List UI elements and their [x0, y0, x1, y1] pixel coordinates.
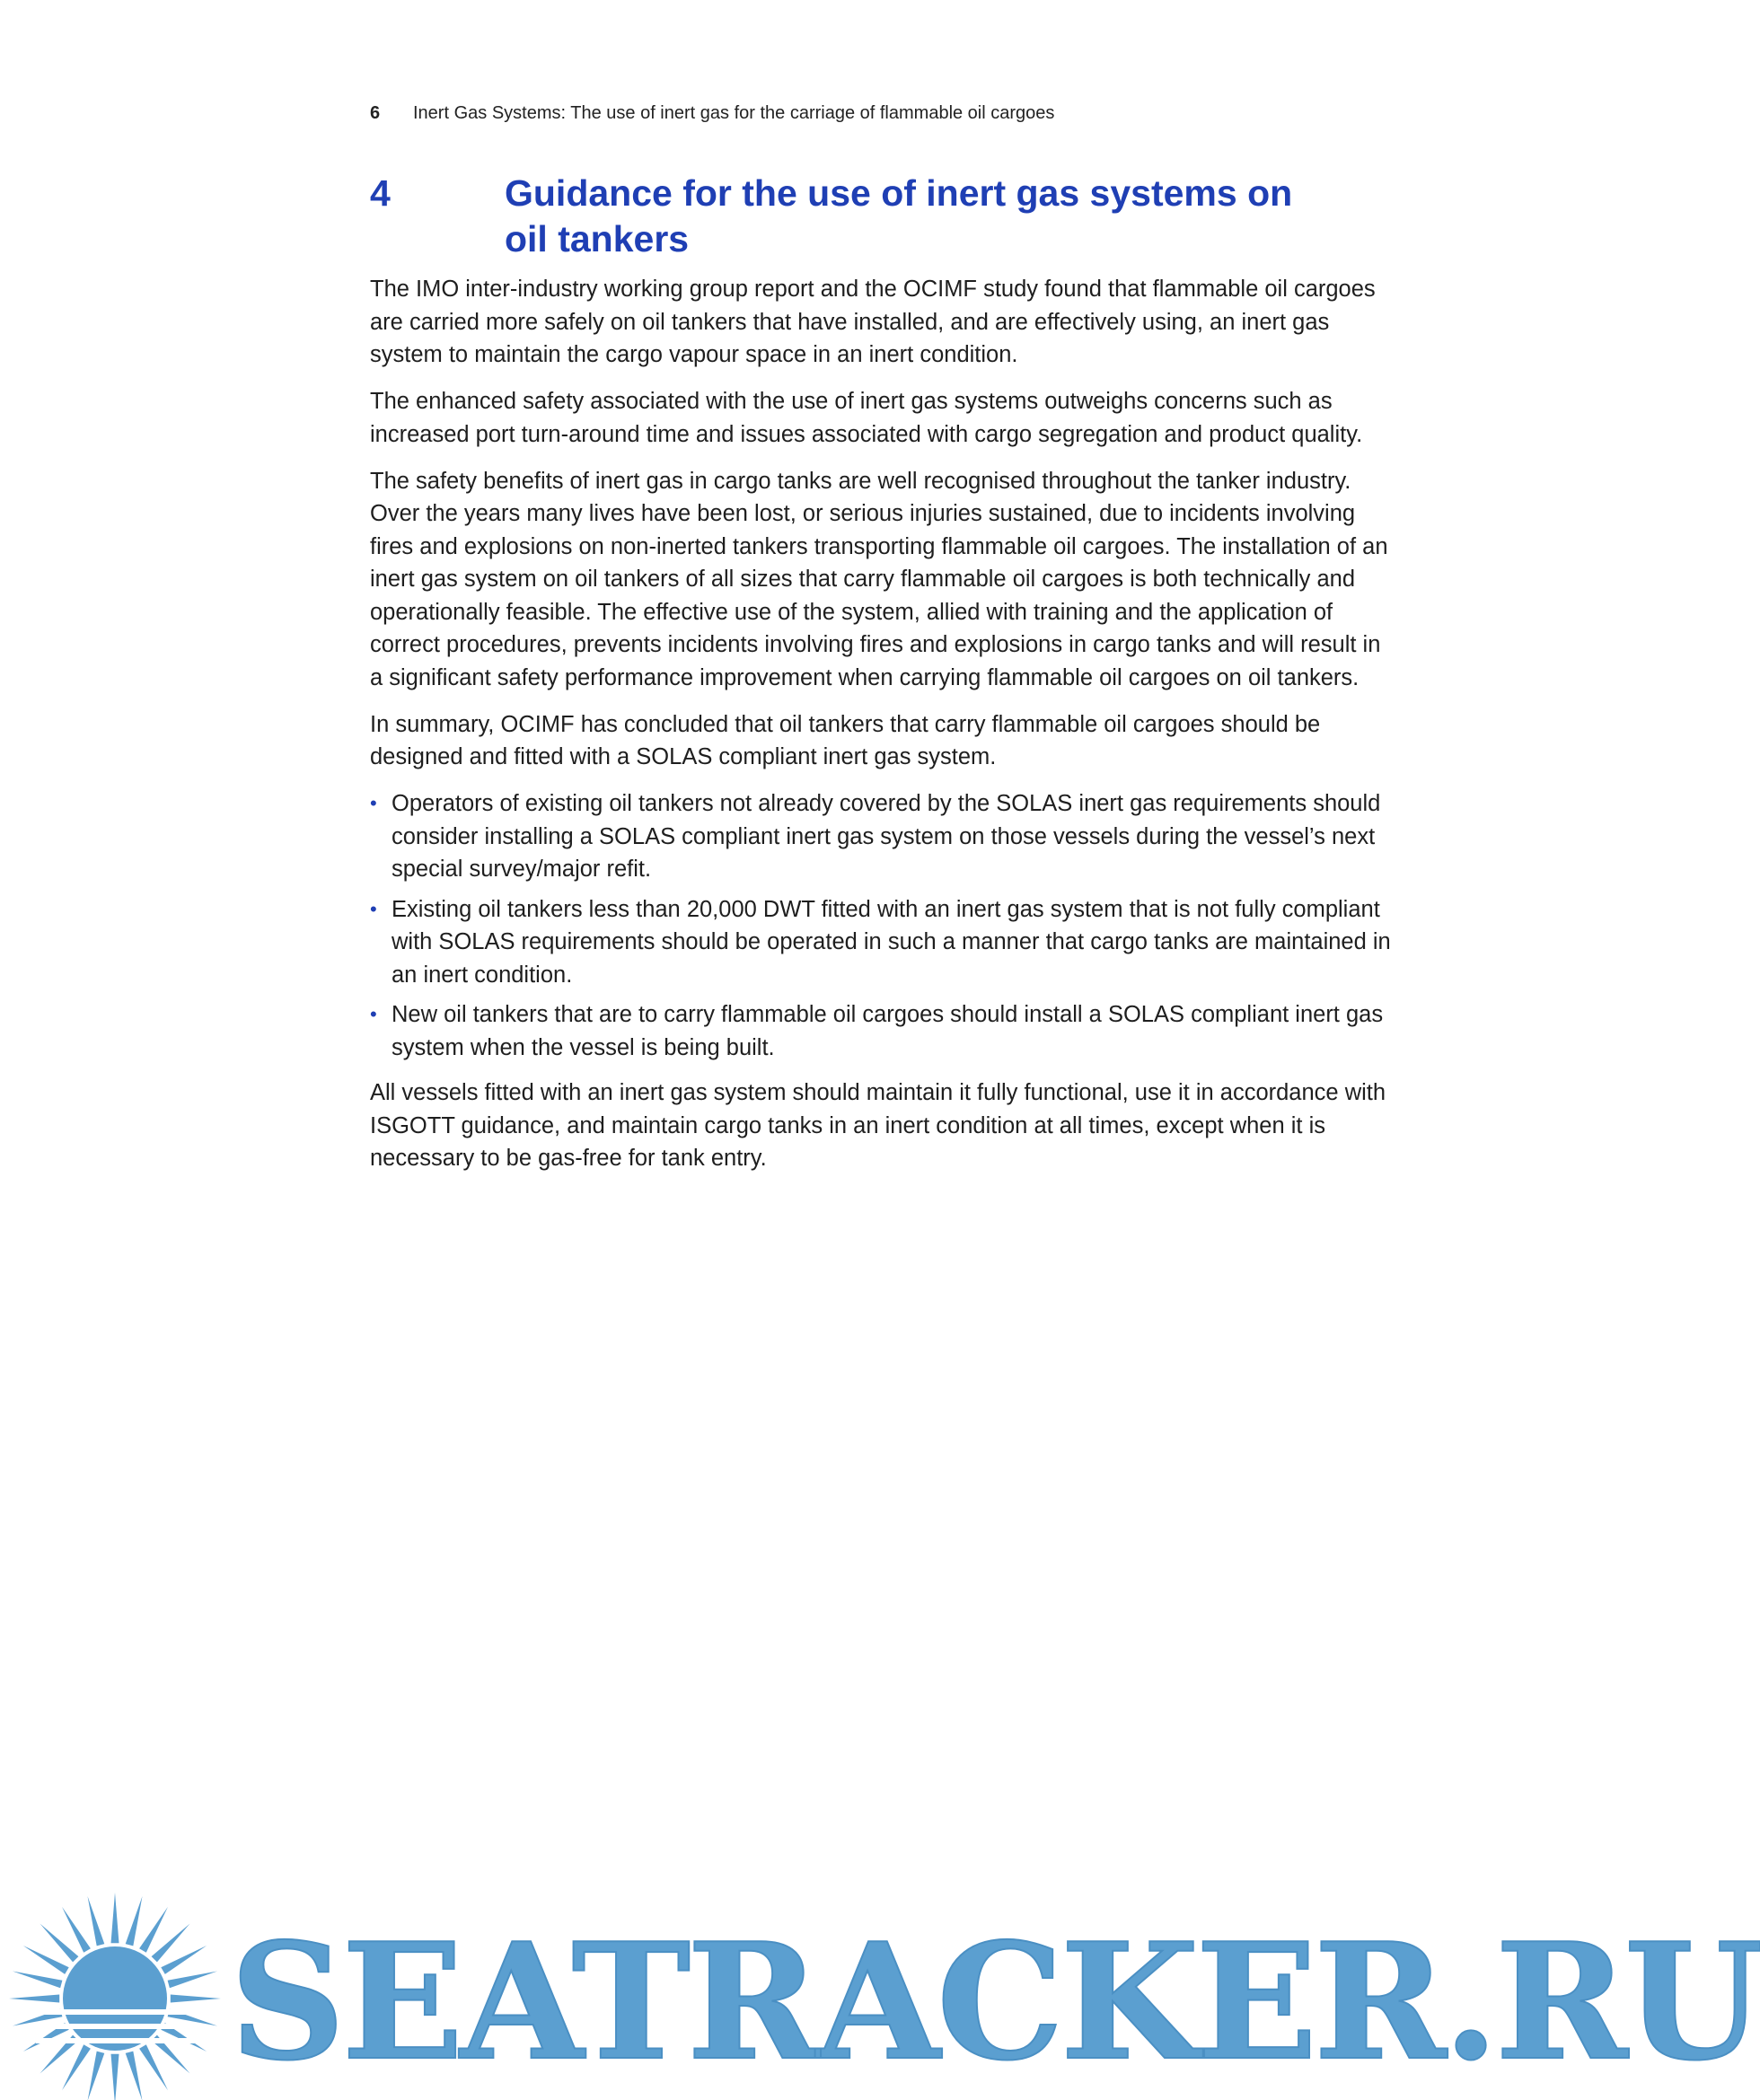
running-header — [370, 101, 1054, 126]
bullet-icon: • — [370, 897, 377, 920]
paragraph: The safety benefits of inert gas in cargo tanks are well recognised throughout the tanker industry. Over the years many lives have been lost, or serious injuries sustained, due to incidents involving fires and explosions on non-inerted tankers transporting flammable oil cargoes. The installation of an inert gas system on oil tankers of all sizes that carry flammable oil cargoes is both technically and operationally feasible. The effective use of the system, allied with training and the application of correct procedures, prevents incidents involving fires and explosions in cargo tanks and will result in a significant safety performance improvement when carrying flammable oil cargoes on oil tankers. — [370, 468, 1388, 690]
watermark-text: SEATRACKER.RU — [230, 1908, 1760, 2096]
recommendation-list — [370, 787, 1394, 1064]
bullet-icon: • — [370, 792, 377, 814]
section-heading — [370, 171, 1394, 262]
list-item-text: Existing oil tankers less than 20,000 DWT fitted with an inert gas system that is not fully compliant with SOLAS requirements should be operated in such a manner that cargo tanks are maintained in an inert condition. — [392, 896, 1391, 988]
list-item-text: New oil tankers that are to carry flammable oil cargoes should install a SOLAS compliant inert gas system when the vessel is being built. — [392, 1002, 1384, 1060]
paragraph: The enhanced safety associated with the use of inert gas systems outweighs concerns such as increased port turn-around time and issues associated with cargo segregation and product quality. — [370, 389, 1363, 447]
section-number: 4 — [370, 172, 391, 214]
list-item — [370, 893, 1394, 992]
paragraph: The IMO inter-industry working group report and the OCIMF study found that flammable oil cargoes are carried more safely on oil tankers that have installed, and are effectively using, an inert gas system to maintain the cargo vapour space in an inert condition. — [370, 277, 1376, 367]
bullet-icon: • — [370, 1003, 377, 1025]
page-number: 6 — [370, 103, 381, 123]
running-title: Inert Gas Systems: The use of inert gas for the carriage of flammable oil cargoes — [413, 103, 1055, 123]
section-title: Guidance for the use of inert gas systems on oil tankers — [505, 172, 1293, 259]
list-item — [370, 998, 1394, 1064]
list-item — [370, 787, 1394, 886]
body-content — [370, 273, 1394, 1189]
sunburst-logo-icon — [0, 1884, 233, 2100]
paragraph: In summary, OCIMF has concluded that oil tankers that carry flammable oil cargoes should be designed and fitted with a SOLAS compliant inert gas system. — [370, 711, 1321, 769]
closing-paragraph: All vessels fitted with an inert gas system should maintain it fully functional, use it in accordance with ISGOTT guidance, and maintain cargo tanks in an inert condition at all times, except when it is necessary to be gas-free for tank entry. — [370, 1080, 1386, 1171]
list-item-text: Operators of existing oil tankers not already covered by the SOLAS inert gas requirements should consider installing a SOLAS compliant inert gas system on those vessels during the vessel’s next special survey/major refit. — [392, 791, 1381, 882]
